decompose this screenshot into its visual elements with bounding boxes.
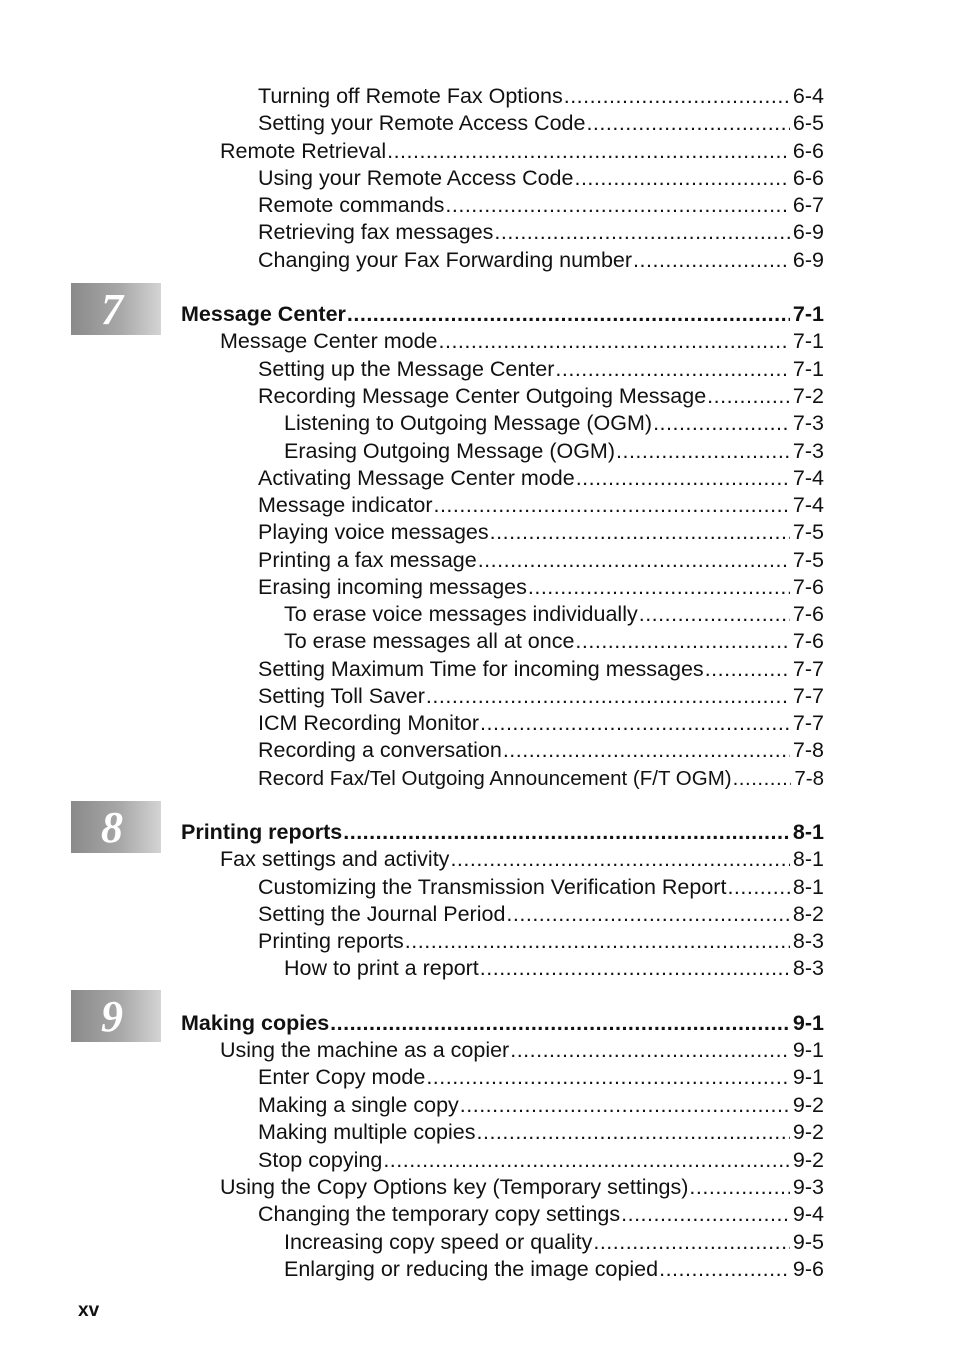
toc-leader-dots [727, 874, 789, 901]
toc-entry-page: 6-7 [792, 193, 824, 217]
toc-leader-dots [564, 83, 790, 110]
toc-entry-title: Stop copying [258, 1148, 383, 1172]
toc-entry[interactable] [258, 547, 824, 574]
toc-chapter-entry[interactable] [181, 819, 824, 846]
toc-entry[interactable] [258, 383, 824, 410]
toc-leader-dots [405, 928, 790, 955]
toc-leader-dots [477, 1119, 790, 1146]
toc-entry-page: 7-7 [792, 657, 824, 681]
toc-entry-title: Erasing Outgoing Message (OGM) [284, 439, 615, 463]
toc-entry-title: Playing voice messages [258, 520, 489, 544]
toc-entry[interactable] [258, 219, 824, 246]
toc-leader-dots [510, 1037, 790, 1064]
toc-entry-page: 9-2 [792, 1148, 824, 1172]
toc-chapter-entry[interactable] [181, 1010, 824, 1037]
toc-leader-dots [576, 465, 790, 492]
toc-entry-title: Turning off Remote Fax Options [258, 84, 563, 108]
toc-leader-dots [616, 438, 790, 465]
toc-entry-page: 9-1 [792, 1065, 824, 1089]
toc-entry-title: Message Center mode [220, 329, 438, 353]
toc-leader-dots [503, 737, 790, 764]
toc-entry-title: Using the Copy Options key (Temporary settings) [220, 1175, 689, 1199]
toc-entry[interactable] [220, 328, 824, 355]
toc-entry-page: 9-4 [792, 1202, 824, 1226]
toc-entry-title: To erase voice messages individually [284, 602, 638, 626]
toc-entry-title: How to print a report [284, 956, 479, 980]
toc-entry[interactable] [220, 138, 824, 165]
toc-entry-title: Erasing incoming messages [258, 575, 527, 599]
toc-entry-title: Setting up the Message Center [258, 357, 555, 381]
toc-entry-title: Using the machine as a copier [220, 1038, 510, 1062]
toc-entry-page: 7-6 [792, 629, 824, 653]
toc-entry-title: Enter Copy mode [258, 1065, 426, 1089]
toc-entry[interactable] [220, 1037, 824, 1064]
page-number: xv [78, 1300, 100, 1321]
toc-leader-dots [707, 383, 790, 410]
toc-leader-dots [575, 628, 790, 655]
toc-entry-title: Making multiple copies [258, 1120, 476, 1144]
toc-entry[interactable] [258, 192, 824, 219]
chapter-number: 9 [101, 992, 123, 1041]
toc-entry[interactable] [258, 83, 824, 110]
toc-entry-title: Recording Message Center Outgoing Message [258, 384, 707, 408]
toc-entry[interactable] [220, 846, 824, 873]
toc-entry[interactable] [284, 438, 824, 465]
toc-leader-dots [480, 710, 790, 737]
toc-entry-title: Message indicator [258, 493, 433, 517]
toc-entry-title: Setting Maximum Time for incoming messages [258, 657, 704, 681]
toc-entry-page: 9-2 [792, 1093, 824, 1117]
toc-leader-dots [383, 1147, 790, 1174]
toc-entry-page: 8-3 [792, 956, 824, 980]
toc-entry-title: To erase messages all at once [284, 629, 575, 653]
toc-entry-page: 7-6 [792, 575, 824, 599]
toc-entry-title: Printing reports [258, 929, 404, 953]
toc-leader-dots [330, 1010, 790, 1037]
toc-entry-page: 7-1 [792, 329, 824, 353]
toc-leader-dots [653, 410, 790, 437]
chapter-tab-8 [71, 801, 161, 853]
chapter-number: 8 [101, 803, 123, 852]
toc-entry[interactable] [258, 737, 824, 764]
toc-leader-dots [450, 846, 789, 873]
toc-entry-title: Setting the Journal Period [258, 902, 506, 926]
toc-entry-title: Remote commands [258, 193, 445, 217]
toc-entry-page: 9-1 [792, 1011, 824, 1035]
toc-entry-title: Listening to Outgoing Message (OGM) [284, 411, 653, 435]
toc-entry[interactable] [258, 1092, 824, 1119]
toc-entry-title: Changing the temporary copy settings [258, 1202, 621, 1226]
toc-entry-page: 7-3 [792, 439, 824, 463]
toc-entry[interactable] [258, 356, 824, 383]
toc-entry[interactable] [258, 519, 824, 546]
toc-entry-title: Printing reports [181, 820, 343, 844]
toc-leader-dots [586, 110, 789, 137]
toc-chapter-entry[interactable] [181, 301, 824, 328]
toc-entry-page: 6-5 [792, 111, 824, 135]
toc-entry[interactable] [258, 165, 824, 192]
toc-entry-page: 7-3 [792, 411, 824, 435]
toc-entry[interactable] [220, 1174, 824, 1201]
toc-entry-page: 7-4 [792, 493, 824, 517]
toc-entry[interactable] [258, 765, 824, 792]
chapter-number: 7 [101, 285, 123, 334]
toc-entry-title: Making a single copy [258, 1093, 459, 1117]
toc-leader-dots [705, 656, 790, 683]
toc-entry-title: Retrieving fax messages [258, 220, 494, 244]
toc-entry-page: 7-7 [792, 711, 824, 735]
toc-entry-title: Changing your Fax Forwarding number [258, 248, 633, 272]
toc-entry-page: 7-4 [792, 466, 824, 490]
toc-leader-dots [633, 247, 790, 274]
toc-leader-dots [426, 683, 790, 710]
toc-entry[interactable] [258, 110, 824, 137]
toc-entry[interactable] [284, 628, 824, 655]
toc-entry-page: 8-1 [792, 875, 824, 899]
toc-leader-dots [689, 1174, 790, 1201]
toc-entry-page: 9-1 [792, 1038, 824, 1062]
toc-entry-page: 7-8 [792, 738, 824, 762]
toc-entry-page: 8-3 [792, 929, 824, 953]
toc-entry-page: 7-2 [792, 384, 824, 408]
toc-leader-dots [426, 1064, 790, 1091]
toc-entry-page: 6-9 [792, 220, 824, 244]
toc-entry-title: Enlarging or reducing the image copied [284, 1257, 659, 1281]
chapter-tab-7 [71, 283, 161, 335]
toc-entry-page: 7-5 [792, 520, 824, 544]
toc-entry-page: 6-6 [792, 139, 824, 163]
toc-leader-dots [445, 192, 790, 219]
toc-entry-title: Remote Retrieval [220, 139, 387, 163]
toc-entry[interactable] [258, 683, 824, 710]
toc-entry[interactable] [258, 1064, 824, 1091]
toc-entry[interactable] [258, 874, 824, 901]
toc-entry-title: Recording a conversation [258, 738, 502, 762]
toc-entry-page: 8-2 [792, 902, 824, 926]
toc-entry-title: Record Fax/Tel Outgoing Announcement (F/T OGM) [258, 767, 732, 790]
toc-entry[interactable] [258, 247, 824, 274]
toc-entry-page: 7-5 [792, 548, 824, 572]
toc-entry-page: 6-6 [792, 166, 824, 190]
toc-entry[interactable] [258, 465, 824, 492]
toc-entry-page: 7-1 [792, 302, 824, 326]
toc-entry-page: 7-6 [792, 602, 824, 626]
toc-leader-dots [574, 165, 789, 192]
toc-entry-page: 9-3 [792, 1175, 824, 1199]
toc-entry[interactable] [258, 901, 824, 928]
toc-leader-dots [480, 955, 790, 982]
toc-leader-dots [439, 328, 790, 355]
toc-entry-page: 8-1 [792, 847, 824, 871]
toc-leader-dots [460, 1092, 790, 1119]
toc-leader-dots [347, 301, 790, 328]
toc-entry[interactable] [258, 1201, 824, 1228]
chapter-tab-9 [71, 990, 161, 1042]
toc-entry-title: Increasing copy speed or quality [284, 1230, 593, 1254]
toc-entry[interactable] [258, 928, 824, 955]
toc-entry-page: 8-1 [792, 820, 824, 844]
toc-leader-dots [433, 492, 789, 519]
toc-leader-dots [506, 901, 790, 928]
toc-entry[interactable] [284, 1256, 824, 1283]
toc-leader-dots [639, 601, 790, 628]
toc-entry-page: 9-5 [792, 1230, 824, 1254]
toc-leader-dots [387, 138, 790, 165]
toc-entry-page: 7-1 [792, 357, 824, 381]
toc-entry-page: 6-9 [792, 248, 824, 272]
toc-entry-page: 7-8 [794, 767, 824, 790]
toc-leader-dots [528, 574, 790, 601]
toc-entry-title: Making copies [181, 1011, 330, 1035]
toc-leader-dots [593, 1229, 790, 1256]
toc-leader-dots [621, 1201, 790, 1228]
toc-entry-title: Setting your Remote Access Code [258, 111, 586, 135]
toc-entry[interactable] [284, 410, 824, 437]
toc-leader-dots [733, 765, 792, 792]
toc-leader-dots [478, 547, 790, 574]
toc-entry-title: Using your Remote Access Code [258, 166, 574, 190]
toc-entry-title: Activating Message Center mode [258, 466, 575, 490]
toc-entry-page: 9-6 [792, 1257, 824, 1281]
toc-entry-title: Setting Toll Saver [258, 684, 425, 708]
toc-entry-title: Printing a fax message [258, 548, 477, 572]
toc-entry-title: ICM Recording Monitor [258, 711, 480, 735]
toc-entry-title: Fax settings and activity [220, 847, 450, 871]
toc-entry[interactable] [284, 955, 824, 982]
toc-entry[interactable] [258, 574, 824, 601]
toc-entry[interactable] [284, 1229, 824, 1256]
toc-leader-dots [659, 1256, 790, 1283]
toc-entry-page: 6-4 [792, 84, 824, 108]
toc-leader-dots [555, 356, 790, 383]
toc-entry-title: Message Center [181, 302, 346, 326]
toc-entry[interactable] [284, 601, 824, 628]
toc-entry[interactable] [258, 492, 824, 519]
toc-entry[interactable] [258, 1147, 824, 1174]
toc-entry[interactable] [258, 656, 824, 683]
toc-entry-title: Customizing the Transmission Verification Report [258, 875, 727, 899]
toc-entry[interactable] [258, 1119, 824, 1146]
toc-entry[interactable] [258, 710, 824, 737]
toc-leader-dots [494, 219, 790, 246]
toc-entry-page: 7-7 [792, 684, 824, 708]
toc-entry-page: 9-2 [792, 1120, 824, 1144]
toc-leader-dots [490, 519, 790, 546]
toc-leader-dots [343, 819, 790, 846]
